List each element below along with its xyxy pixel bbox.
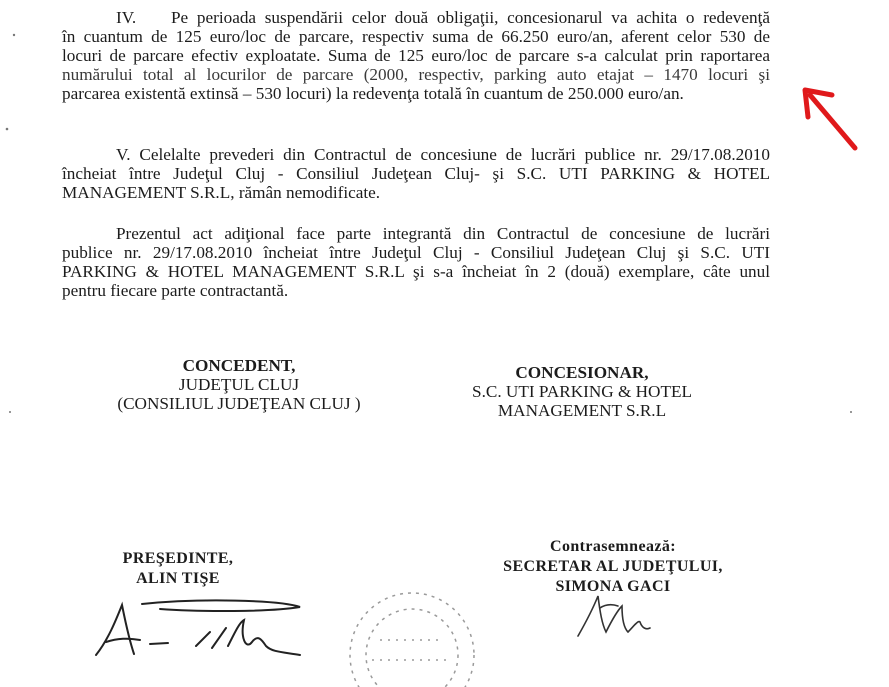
concedent-line: (CONSILIUL JUDEŢEAN CLUJ ) — [117, 394, 361, 413]
paragraph-iv-line: numărului total al locurilor de parcare (2000, respectiv, parking auto etajat – 1470 locuri şi — [62, 65, 770, 84]
paragraph-final-line: pentru fiecare parte contractantă. — [62, 281, 289, 300]
concesionar-line: MANAGEMENT S.R.L — [497, 401, 667, 420]
concesionar-title: CONCESIONAR, — [515, 363, 649, 382]
paragraph-v-line: V. Celelalte prevederi din Contractul de concesiune de lucrări publice nr. 29/17.08.2010 — [116, 145, 770, 164]
red-arrow-icon — [805, 90, 855, 148]
paragraph-v-line: încheiat între Judeţul Cluj - Consiliul Judeţean Cluj- şi S.C. UTI PARKING & HOTEL — [62, 164, 770, 183]
concedent-line: JUDEŢUL CLUJ — [178, 375, 300, 394]
contrasemneaza-role: SECRETAR AL JUDEŢULUI, — [503, 558, 723, 575]
paragraph-iv-line: parcarea existentă extinsă – 530 locuri) la redevenţa totală în cuantum de 250.000 euro/an. — [62, 84, 684, 103]
concesionar-line: S.C. UTI PARKING & HOTEL — [472, 382, 692, 401]
presedinte-role: PREŞEDINTE, — [122, 550, 234, 567]
contrasemneaza-label: Contrasemnează: — [550, 538, 676, 555]
presedinte-name: ALIN TIŞE — [136, 570, 220, 587]
concedent-title: CONCEDENT, — [182, 356, 296, 375]
contrasemneaza-name: SIMONA GACI — [555, 578, 671, 595]
scan-specks — [6, 34, 852, 413]
paragraph-iv-line: în cuantum de 125 euro/loc de parcare, respectiv suma de 66.250 euro/an, aferent celor 530 de — [62, 27, 770, 46]
paragraph-v-line: MANAGEMENT S.R.L, rămân nemodificate. — [62, 183, 381, 202]
signature-presedinte — [96, 600, 300, 655]
paragraph-iv-line: locuri de parcare efectiv exploatate. Suma de 125 euro/loc de parcare s-a calculat prin raportarea — [62, 46, 770, 65]
paragraph-iv-number: IV. — [116, 8, 137, 27]
paragraph-iv-line: Pe perioada suspendării celor două obligaţii, concesionarul va achita o redevenţă — [171, 8, 770, 27]
paragraph-final-line: PARKING & HOTEL MANAGEMENT S.R.L şi s-a încheiat în 2 (două) exemplare, câte unul — [62, 262, 770, 281]
paragraph-final-line: publice nr. 29/17.08.2010 încheiat între Judeţul Cluj - Consiliul Judeţean Cluj şi S.C. UTI — [62, 243, 770, 262]
paragraph-final-line: Prezentul act adiţional face parte integrantă din Contractul de concesiune de lucrări — [116, 224, 770, 243]
signature-secretar — [578, 596, 650, 636]
stamp-icon — [350, 593, 474, 687]
